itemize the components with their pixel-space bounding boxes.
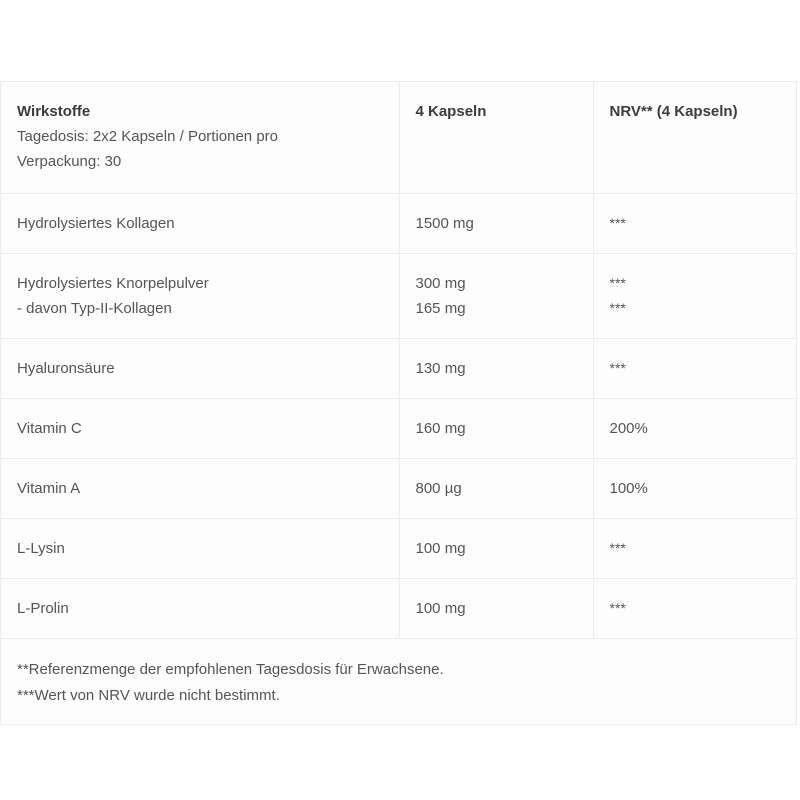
footnotes [1, 639, 796, 724]
amount-cell: 100 mg [399, 518, 593, 578]
table-row [1, 253, 796, 338]
table-header-row [1, 82, 796, 193]
nrv-cell: *** [593, 578, 796, 638]
table-row [1, 578, 796, 638]
ingredient-cell: Vitamin C [1, 398, 399, 458]
nrv-cell: *** [593, 338, 796, 398]
table-row [1, 458, 796, 518]
ingredient-name: Hydrolysiertes Knorpelpulver [17, 274, 209, 292]
nrv-cell: 200% [593, 398, 796, 458]
amount-cell: 100 mg [399, 578, 593, 638]
amount-cell [399, 253, 593, 338]
ingredient-cell: Hyaluronsäure [1, 338, 399, 398]
nrv-sub-value: *** [609, 299, 626, 316]
servings-per-package-text: Verpackung: 30 [17, 153, 122, 170]
amount-cell: 800 µg [399, 458, 593, 518]
ingredient-cell: Vitamin A [1, 458, 399, 518]
ingredient-cell: L-Lysin [1, 518, 399, 578]
amount-value: 300 mg [415, 274, 466, 292]
table-row [1, 193, 796, 253]
daily-dose-text: Tagedosis: 2x2 Kapseln / Portionen pro [17, 128, 278, 145]
header-amount [399, 82, 593, 193]
header-ingredients [1, 82, 399, 193]
ingredient-cell: Hydrolysiertes Kollagen [1, 193, 399, 253]
ingredient-cell: L-Prolin [1, 578, 399, 638]
footnote-nrv-reference: **Referenzmenge der empfohlenen Tagesdosis für Erwachsene. [17, 660, 444, 678]
header-ingredients-title: Wirkstoffe [17, 103, 91, 120]
ingredient-subname: - davon Typ-II-Kollagen [17, 299, 172, 317]
amount-cell: 1500 mg [399, 193, 593, 253]
nrv-value: *** [609, 274, 626, 291]
ingredient-cell [1, 253, 399, 338]
header-nrv-title: NRV** (4 Kapseln) [609, 103, 738, 120]
ingredients-table [1, 82, 796, 639]
amount-cell: 130 mg [399, 338, 593, 398]
amount-sub-value: 165 mg [415, 299, 466, 317]
nutrition-table [0, 81, 797, 725]
header-amount-title: 4 Kapseln [415, 103, 487, 120]
nrv-cell: *** [593, 518, 796, 578]
nrv-cell [593, 253, 796, 338]
table-row [1, 518, 796, 578]
amount-cell: 160 mg [399, 398, 593, 458]
table-row [1, 338, 796, 398]
header-nrv [593, 82, 796, 193]
table-row [1, 398, 796, 458]
nrv-cell: *** [593, 193, 796, 253]
nrv-cell: 100% [593, 458, 796, 518]
footnote-nrv-undetermined: ***Wert von NRV wurde nicht bestimmt. [17, 686, 280, 704]
